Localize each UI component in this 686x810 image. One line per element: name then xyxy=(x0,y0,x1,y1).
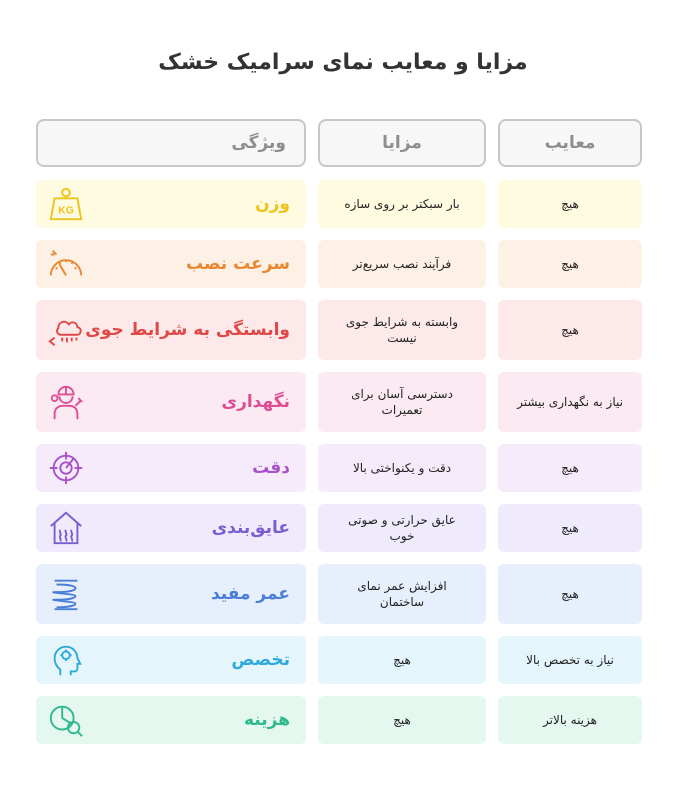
feature-label: دقت xyxy=(252,458,290,478)
disadvantage-cell: نیاز به تخصص بالا xyxy=(498,636,642,684)
feature-cell xyxy=(36,696,306,744)
disadvantage-cell: هیچ xyxy=(498,180,642,228)
page-title: مزایا و معایب نمای سرامیک خشک xyxy=(158,50,528,75)
advantage-cell: افزایش عمر نمای ساختمان xyxy=(318,564,486,624)
advantage-cell: عایق حرارتی و صوتی خوب xyxy=(318,504,486,552)
cost-search-icon xyxy=(46,700,86,740)
feature-cell xyxy=(36,300,306,360)
maintenance-worker-icon xyxy=(46,382,86,422)
feature-cell xyxy=(36,372,306,432)
feature-label: نگهداری xyxy=(221,392,290,412)
weight-icon xyxy=(46,184,86,224)
disadvantage-cell: هیچ xyxy=(498,300,642,360)
insulated-house-icon xyxy=(46,508,86,548)
advantage-cell: دسترسی آسان برای تعمیرات xyxy=(318,372,486,432)
feature-label: هزینه xyxy=(244,710,290,730)
feature-cell xyxy=(36,636,306,684)
speedometer-icon xyxy=(46,244,86,284)
feature-label: وزن xyxy=(255,194,290,214)
feature-label: عایق‌بندی xyxy=(211,518,290,538)
feature-cell xyxy=(36,240,306,288)
advantage-cell: هیچ xyxy=(318,636,486,684)
advantage-cell: دقت و یکنواختی بالا xyxy=(318,444,486,492)
expert-head-icon xyxy=(46,640,86,680)
spring-icon xyxy=(46,574,86,614)
feature-cell xyxy=(36,180,306,228)
feature-label: عمر مفید xyxy=(210,584,290,604)
advantage-cell: هیچ xyxy=(318,696,486,744)
disadvantage-cell: هزینه بالاتر xyxy=(498,696,642,744)
svg-text:KG: KG xyxy=(58,205,74,217)
feature-label: سرعت نصب xyxy=(186,254,290,274)
header-disadvantages: معایب xyxy=(498,119,642,167)
advantage-cell: فرآیند نصب سریع‌تر xyxy=(318,240,486,288)
advantage-cell: بار سبکتر بر روی سازه xyxy=(318,180,486,228)
disadvantage-cell: هیچ xyxy=(498,504,642,552)
advantage-cell: وابسته به شرایط جوی نیست xyxy=(318,300,486,360)
header-feature: ویژگی xyxy=(36,119,306,167)
target-icon xyxy=(46,448,86,488)
feature-label: وابستگی به شرایط جوی xyxy=(85,320,290,340)
weather-icon xyxy=(46,310,85,350)
feature-label: تخصص xyxy=(231,650,290,670)
disadvantage-cell: نیاز به نگهداری بیشتر xyxy=(498,372,642,432)
disadvantage-cell: هیچ xyxy=(498,444,642,492)
feature-cell xyxy=(36,444,306,492)
header-advantages: مزایا xyxy=(318,119,486,167)
feature-cell xyxy=(36,504,306,552)
disadvantage-cell: هیچ xyxy=(498,240,642,288)
disadvantage-cell: هیچ xyxy=(498,564,642,624)
feature-cell xyxy=(36,564,306,624)
